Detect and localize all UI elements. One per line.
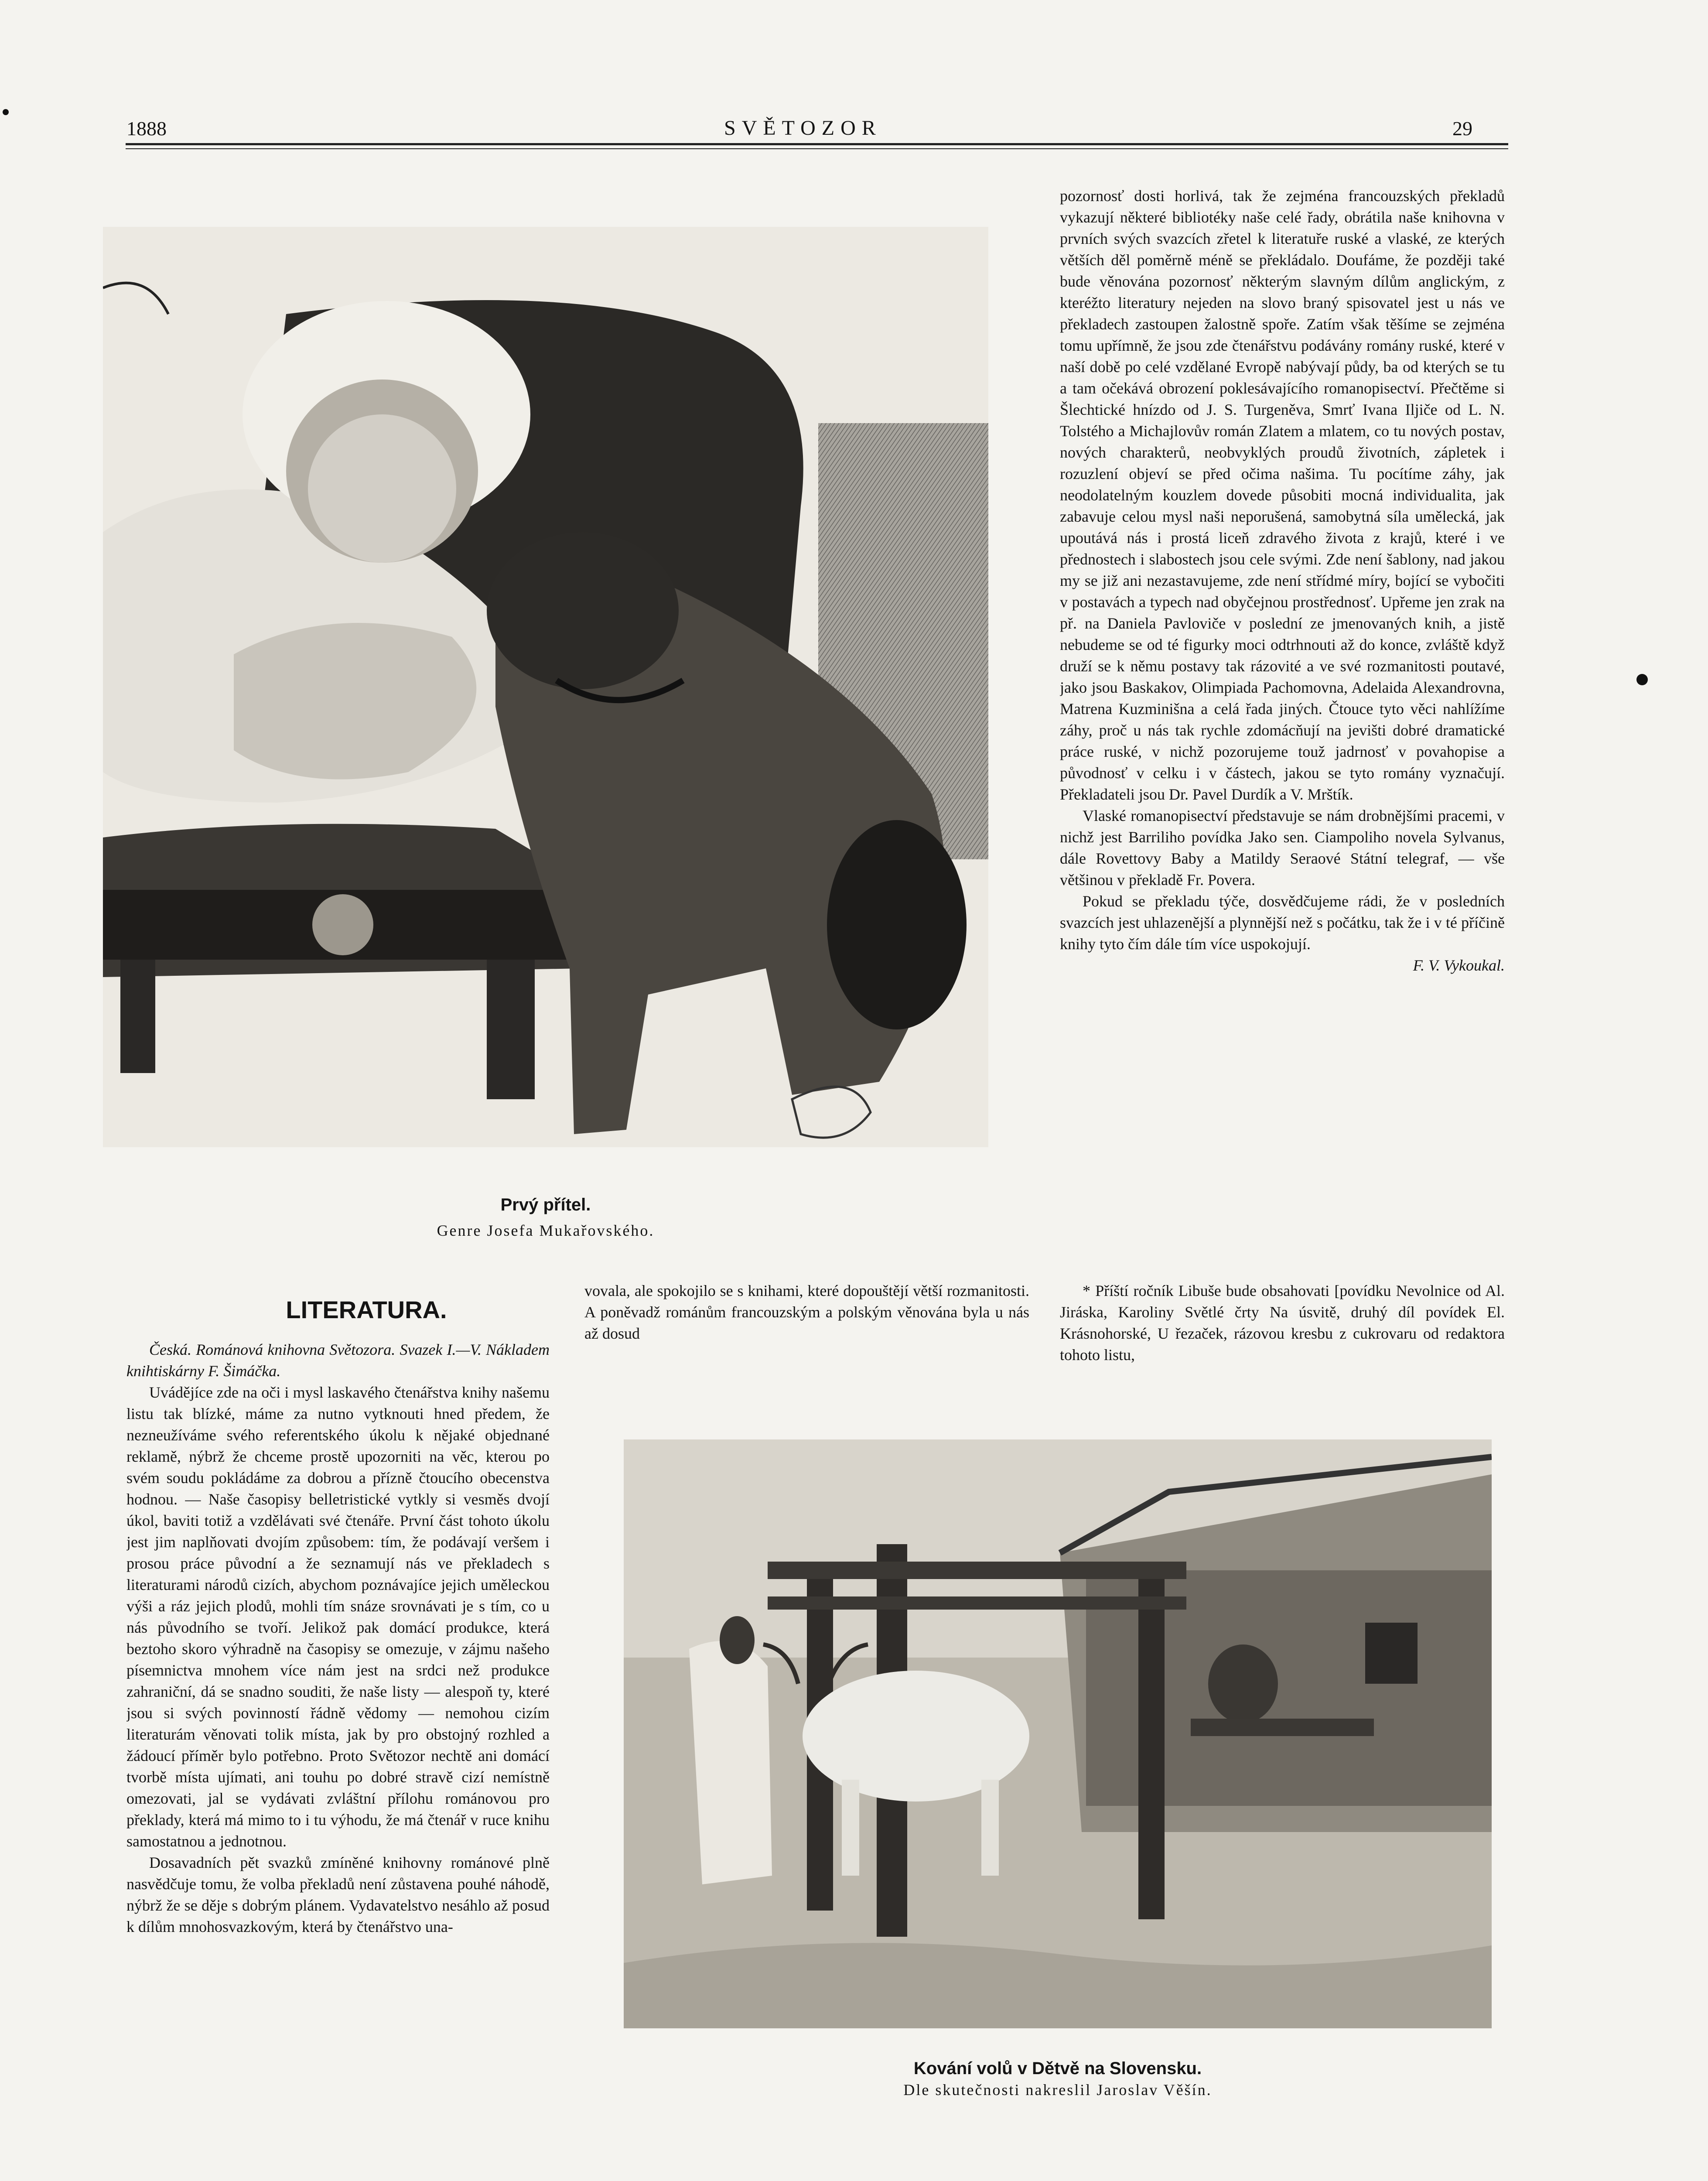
scan-speck — [1636, 674, 1648, 685]
header-year: 1888 — [126, 117, 167, 140]
literatura-lead: Česká. Románová knihovna Světozora. Svazek I.—V. Nákladem knihtiskárny F. Šimáčka. — [126, 1341, 550, 1380]
literatura-paragraph-2: Dosavadních pět svazků zmíněné knihovny románové plně nasvědčuje tomu, že volba překladů není zůstavena pouhé náhodě, nýbrž že se děje s dobrým plánem. Vydavatelstvo nesáhlo až posud k dílům mnohosvazkovým, která by čtenářstvo una- — [126, 1854, 550, 1935]
article-signature: F. V. Vykoukal. — [1413, 957, 1505, 974]
figure-baby-and-dog — [103, 227, 988, 1147]
oxen-shoeing-engraving-icon — [624, 1439, 1492, 2028]
right-column-text — [1060, 185, 1505, 1250]
right-paragraph-2: Vlaské romanopisectví představuje se nám drobnějšími pracemi, v nichž jest Barriliho povídka Jako sen. Ciampoliho novela Sylvanus, dále Rovettovy Baby a Matildy Seraové Státní telegraf, — vše většinou v překladě Fr. Povera. — [1060, 807, 1505, 889]
left-column-text — [126, 1339, 550, 2116]
baby-and-dog-engraving-icon — [103, 227, 988, 1147]
right-paragraph-3: Pokud se překladu týče, dosvědčujeme rádi, že v posledních svazcích jest uhlazenější a plynnější než s počátku, tak že i v té příčině knihy tyto čím dále tím více uspokojují. — [1060, 892, 1505, 953]
page-number: 29 — [1452, 117, 1472, 140]
figure1-caption-title: Prvý přítel. — [500, 1195, 591, 1214]
figure2-caption-title: Kování volů v Dětvě na Slovensku. — [913, 2059, 1202, 2078]
figure1-caption-subtitle: Genre Josefa Mukařovského. — [437, 1222, 655, 1239]
figure-oxen-shoeing — [624, 1439, 1492, 2028]
scan-speck-left — [3, 109, 9, 115]
footnote-text — [1060, 1280, 1505, 1372]
header-rule — [126, 143, 1508, 145]
figure2-caption-subtitle: Dle skutečnosti nakreslil Jaroslav Věšín. — [903, 2081, 1212, 2099]
middle-column-text — [584, 1280, 1029, 1372]
right-paragraph-1: pozornosť dosti horlivá, tak že zejména francouzských překladů vykazují některé bibliotéky naše celé řady, obrátila naše knihovna v prvních svých svazcích zřetel k literatuře ruské a vlaské, ze kterých větších děl poměrně méně se překládalo. Doufáme, že později také bude věnována pozornosť některým slavným dílům anglickým, z kteréžto literatury nejeden na slovo braný spisovatel jest u nás ve překladech zastoupen žalostně spoře. Zatím však těšíme se zejména tomu upřímně, že jsou zde čtenářstvu podávány romány ruské, které v naší době po celé vzdělané Evropě nabývají půdy, ba od kterých se tu a tam očekává obrození poklesávajícího romanopisectví. Přečtěme si Šlechtické hnízdo od J. S. Turgeněva, Smrť Ivana Iljiče od L. N. Tolstého a Michajlovův román Zlatem a mlatem, co tu nových postav, nových charakterů, neobvyklých proudů životních, zápletek i rozuzlení objeví se před očima našima. Tu pocítíme záhy, jak neodolatelným kouzlem dovede působiti mocná individualita, jak zabavuje celou mysl naši neporušená, samobytná síla umělecká, jak upoutává nás i prostá liceň zdravého života z krajů, které i ve přednostech i slabostech jsou cele svými. Zde není šablony, nad jakou my se již ani nezastavujeme, zde není střídmé míry, bojící se vybočiti v postavách a typech nad obyčejnou prostřednosť. Upřeme jen zrak na př. na Daniela Pavloviče v poslední ze jmenovaných knih, a jistě nebudeme se od té figurky moci odtrhnouti až do konce, zvláště když druží se k němu postavy tak rázovité a ve své rozmanitosti poutavé, jako jsou Baskakov, Olimpiada Pachomovna, Adelaida Alexandrovna, Matrena Kuzminišna a celá řada jiných. Čtouce tyto věci nahlížíme záhy, proč u nás tak rychle zdomácňují na jevišti dobré dramatické práce ruské, v nichž pozorujeme touž jadrnosť v povahopise a původnosť v celku i v částech, jakou se tyto romány vyznačují. Překladateli jsou Dr. Pavel Durdík a V. Mrštík. — [1060, 187, 1505, 803]
masthead-title: SVĚTOZOR — [724, 116, 882, 140]
footnote-paragraph: * Příští ročník Libuše bude obsahovati [povídku Nevolnice od Al. Jiráska, Karoliny Světlé črty Na úsvitě, druhý díl povídek El. Krásnohorské, U řezaček, rázovou kresbu z cukrovaru od redaktora tohoto listu, — [1060, 1282, 1505, 1364]
header-rule-thin — [126, 148, 1508, 149]
middle-paragraph: vovala, ale spokojilo se s knihami, které dopouštějí větší rozmanitosti. A poněvadž románům francouzským a polským věnována byla u nás až dosud — [584, 1282, 1029, 1342]
literatura-paragraph-1: Uvádějíce zde na oči i mysl laskavého čtenářstva knihy našemu listu tak blízké, máme za nutno vytknouti hned předem, že nezneužíváme svého referentského úkolu k nějaké objednané reklamě, nýbrž že chceme prostě upozorniti na věc, kterou po svém soudu pokládáme za dobrou a přízně čtoucího obecenstva hodnou. — Naše časopisy belletristické vytkly si vesměs dvojí úkol, baviti totiž a vzdělávati své čtenáře. První část tohoto úkolu jest jim naplňovati dvojím způsobem: tím, že podávají veršem i prosou práce původní a že seznamují nás ve překladech s literaturami národů cizích, abychom poznávajíce jejich uměleckou výši a ráz jejich plodů, mohli tím snáze srovnávati je s tím, co u nás původního se tvoří. Jelikož pak domácí produkce, která beztoho skoro výhradně na časopisy se omezuje, v zájmu našeho písemnictva mnohem více nám jest na srdci než produkce zahraniční, dá se snadno souditi, že naše listy — alespoň ty, které jsou si svých povinností řádně vědomy — nemohou cizím literaturám věnovati tolik místa, jak by pro obstojný rozhled a žádoucí příměr bylo potřebno. Proto Světozor nechtě ani domácí tvorbě místa ujímati, ani touhu po dobré stravě cizí nemístně omezovati, jal se vydávati zvláštní přílohu románovou pro překlady, která má mimo to i tu výhodu, že má čtenář v ruce knihu samostatnou a jednotnou. — [126, 1384, 550, 1850]
section-heading-literatura: LITERATURA. — [286, 1296, 447, 1323]
